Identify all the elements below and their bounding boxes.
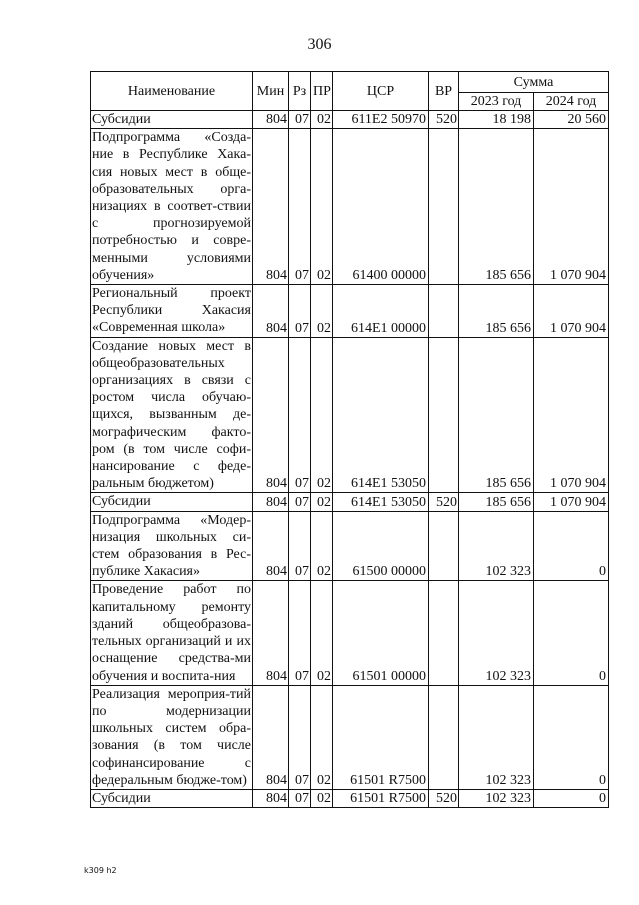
row-min-cell: 804 [253, 337, 289, 493]
row-name-cell: Подпрограмма «Модер-низация школьных си-стем образования в Рес-публике Хакасия» [92, 512, 251, 580]
row-vr-cell [429, 337, 459, 493]
row-rz-cell: 07 [289, 581, 311, 685]
row-vr-cell: 520 [429, 789, 459, 807]
row-csr-cell: 61500 00000 [333, 511, 429, 581]
row-rz-cell: 07 [289, 285, 311, 338]
row-vr-cell [429, 285, 459, 338]
row-rz-cell: 07 [289, 685, 311, 789]
row-pr-cell: 02 [311, 511, 333, 581]
row-pr-cell: 02 [311, 129, 333, 285]
row-csr-cell: 611E2 50970 [333, 111, 429, 129]
row-rz-cell: 07 [289, 337, 311, 493]
footer-code: k309 h2 [84, 866, 117, 875]
row-vr-cell: 520 [429, 111, 459, 129]
table-row [91, 581, 609, 685]
row-2023-cell: 102 323 [459, 581, 534, 685]
row-2023-cell: 185 656 [459, 337, 534, 493]
row-csr-cell: 614E1 00000 [333, 285, 429, 338]
header-min: Мин [253, 72, 289, 111]
row-min-cell: 804 [253, 511, 289, 581]
table-row [91, 285, 609, 338]
row-2023-cell: 102 323 [459, 685, 534, 789]
row-csr-cell: 614E1 53050 [333, 493, 429, 511]
row-csr-cell: 614E1 53050 [333, 337, 429, 493]
row-name-cell: Создание новых мест в общеобразовательных организациях в связи с ростом числа обучаю-щихся, вызванным де-мографическим факто-ром (в том числе софи-нансирование с феде-ральным бюджетом) [92, 338, 251, 492]
row-min-cell: 804 [253, 129, 289, 285]
row-name-cell: Реализация мероприя-тий по модернизации школьных систем обра-зования (в том числе софинансирование с федеральным бюдже-том) [92, 686, 251, 788]
row-2024-cell: 0 [534, 685, 609, 789]
header-vr: ВР [429, 72, 459, 111]
row-vr-cell [429, 511, 459, 581]
row-name-cell: Региональный проект Республики Хакасия «Современная школа» [92, 286, 251, 336]
row-2023-cell: 185 656 [459, 129, 534, 285]
row-rz-cell: 07 [289, 789, 311, 807]
row-2023-cell: 185 656 [459, 493, 534, 511]
row-pr-cell: 02 [311, 789, 333, 807]
row-pr-cell: 02 [311, 493, 333, 511]
row-2024-cell: 20 560 [534, 111, 609, 129]
table-row [91, 111, 609, 129]
header-pr: ПР [311, 72, 333, 111]
header-year-2024: 2024 год [534, 93, 609, 111]
row-min-cell: 804 [253, 493, 289, 511]
row-pr-cell: 02 [311, 285, 333, 338]
row-min-cell: 804 [253, 581, 289, 685]
row-name-cell: Субсидии [91, 789, 253, 807]
row-rz-cell: 07 [289, 111, 311, 129]
row-pr-cell: 02 [311, 685, 333, 789]
header-name: Наименование [91, 72, 253, 111]
table-row [91, 129, 609, 285]
row-2023-cell: 185 656 [459, 285, 534, 338]
table-row [91, 493, 609, 511]
row-min-cell: 804 [253, 685, 289, 789]
row-csr-cell: 61501 00000 [333, 581, 429, 685]
header-year-2023: 2023 год [459, 93, 534, 111]
row-min-cell: 804 [253, 111, 289, 129]
table-row [91, 337, 609, 493]
row-name-cell: Проведение работ по капитальному ремонту зданий общеобразова-тельных организаций и их оснащение средства-ми обучения и воспита-ния [92, 582, 251, 684]
row-csr-cell: 61501 R7500 [333, 685, 429, 789]
row-min-cell: 804 [253, 789, 289, 807]
row-2024-cell: 1 070 904 [534, 493, 609, 511]
row-name-cell: Подпрограмма «Созда-ние в Республике Хака-сия новых мест в обще-образовательных орга-низациях в соответ-ствии с прогнозируемой потребностью и совре-менными условиями обучения» [92, 130, 251, 283]
row-min-cell: 804 [253, 285, 289, 338]
row-csr-cell: 61501 R7500 [333, 789, 429, 807]
row-vr-cell [429, 581, 459, 685]
row-name-cell: Субсидии [91, 111, 253, 129]
row-name-cell: Субсидии [91, 493, 253, 511]
row-2023-cell: 102 323 [459, 789, 534, 807]
row-2024-cell: 0 [534, 511, 609, 581]
row-rz-cell: 07 [289, 129, 311, 285]
table-row [91, 511, 609, 581]
header-rz: Рз [289, 72, 311, 111]
row-vr-cell [429, 685, 459, 789]
header-csr: ЦСР [333, 72, 429, 111]
row-pr-cell: 02 [311, 581, 333, 685]
row-2024-cell: 0 [534, 789, 609, 807]
row-pr-cell: 02 [311, 111, 333, 129]
row-vr-cell [429, 129, 459, 285]
header-sum: Сумма [459, 72, 609, 93]
table-row [91, 789, 609, 807]
row-2024-cell: 1 070 904 [534, 129, 609, 285]
row-pr-cell: 02 [311, 337, 333, 493]
budget-table [90, 71, 609, 808]
row-vr-cell: 520 [429, 493, 459, 511]
row-2024-cell: 0 [534, 581, 609, 685]
row-rz-cell: 07 [289, 511, 311, 581]
page-number: 306 [307, 36, 332, 53]
row-2023-cell: 102 323 [459, 511, 534, 581]
row-csr-cell: 61400 00000 [333, 129, 429, 285]
row-2024-cell: 1 070 904 [534, 285, 609, 338]
row-2024-cell: 1 070 904 [534, 337, 609, 493]
row-rz-cell: 07 [289, 493, 311, 511]
row-2023-cell: 18 198 [459, 111, 534, 129]
table-row [91, 685, 609, 789]
